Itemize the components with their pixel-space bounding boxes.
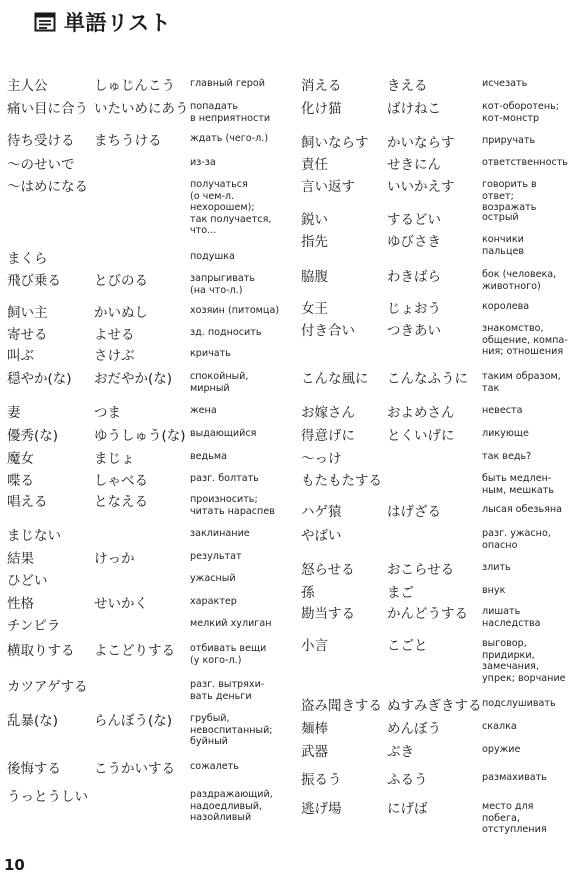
vocab-translation: королева <box>482 301 530 312</box>
vocab-translation: кот-оборотень; кот-монстр <box>482 101 559 124</box>
vocab-word: 唱える <box>7 494 48 510</box>
vocab-word: 付き合い <box>301 323 355 339</box>
vocab-word: 乱暴(な) <box>7 713 59 729</box>
vocab-translation: характер <box>190 596 237 607</box>
vocab-reading: さけぶ <box>94 348 135 364</box>
vocab-reading: かいならす <box>387 135 455 151</box>
vocab-reading: するどい <box>387 212 441 228</box>
vocab-reading: まご <box>387 585 414 601</box>
vocabulary-column-right <box>296 0 572 876</box>
vocab-word: 痛い目に合う <box>7 101 88 117</box>
vocab-reading: ぬすみぎきする <box>387 698 482 714</box>
vocab-word: 麺棒 <box>301 721 328 737</box>
vocab-word: 魔女 <box>7 451 34 467</box>
vocab-word: 待ち受ける <box>7 133 75 149</box>
vocab-word: 小言 <box>301 638 328 654</box>
vocab-translation: выговор, придирки, замечания, упрек; ворчание <box>482 638 566 684</box>
vocab-translation: ведьма <box>190 451 227 462</box>
vocab-word: こんな風に <box>301 371 369 387</box>
vocab-translation: разг. ужасно, опасно <box>482 528 551 551</box>
vocab-translation: скалка <box>482 721 517 732</box>
page-title: 単語リスト <box>64 11 172 35</box>
vocab-translation: быть медлен- ным, мешкать <box>482 473 555 496</box>
vocab-translation: невеста <box>482 405 523 416</box>
vocab-word: 勘当する <box>301 606 355 622</box>
vocab-reading: つきあい <box>387 323 441 339</box>
vocab-translation: зд. подносить <box>190 327 262 338</box>
vocab-reading: ぶき <box>387 744 414 760</box>
vocab-word: 穏やか(な) <box>7 371 72 387</box>
vocab-word: 盗み聞きする <box>301 698 382 714</box>
vocab-word: 化け猫 <box>301 101 342 117</box>
vocab-word: 飛び乗る <box>7 273 61 289</box>
vocab-word: お嫁さん <box>301 405 355 421</box>
vocab-translation: ответственность <box>482 157 568 168</box>
vocab-translation: так ведь? <box>482 451 532 462</box>
vocab-translation: заклинание <box>190 528 250 539</box>
vocab-translation: главный герой <box>190 78 265 89</box>
vocab-translation: жена <box>190 405 217 416</box>
vocab-reading: こんなふうに <box>387 371 468 387</box>
vocab-translation: таким образом, так <box>482 371 561 394</box>
vocab-word: やばい <box>301 528 342 544</box>
vocab-translation: произносить; читать нараспев <box>190 494 275 517</box>
vocab-reading: せいかく <box>94 596 148 612</box>
vocab-word: 武器 <box>301 744 328 760</box>
vocab-translation: раздражающий, надоедливый, назойливый <box>190 789 273 824</box>
vocab-word: 優秀(な) <box>7 428 59 444</box>
vocab-word: 喋る <box>7 473 34 489</box>
vocab-reading: よこどりする <box>94 643 175 659</box>
vocab-word: 鋭い <box>301 212 328 228</box>
vocab-reading: ゆびさき <box>387 234 441 250</box>
vocab-word: チンピラ <box>7 618 61 634</box>
vocab-translation: подушка <box>190 251 235 262</box>
vocab-reading: らんぼう(な) <box>94 713 173 729</box>
vocab-reading: きえる <box>387 78 428 94</box>
vocab-word: 〜はめになる <box>7 179 88 195</box>
vocab-translation: выдающийся <box>190 428 257 439</box>
vocab-reading: けっか <box>94 551 135 567</box>
vocab-reading: にげば <box>387 801 428 817</box>
vocab-word: 叫ぶ <box>7 348 34 364</box>
vocab-reading: およめさん <box>387 405 455 421</box>
vocab-translation: говорить в ответ; возражать <box>482 179 537 214</box>
vocab-reading: いいかえす <box>387 179 455 195</box>
vocab-word: 逃げ場 <box>301 801 342 817</box>
vocab-reading: とびのる <box>94 273 148 289</box>
vocab-reading: まじょ <box>94 451 135 467</box>
vocab-word: 主人公 <box>7 78 48 94</box>
vocab-reading: ばけねこ <box>387 101 441 117</box>
vocab-reading: めんぼう <box>387 721 441 737</box>
vocab-reading: ふるう <box>387 772 428 788</box>
vocab-translation: ждать (чего-л.) <box>190 133 269 144</box>
vocab-word: 責任 <box>301 157 328 173</box>
vocab-reading: よせる <box>94 327 135 343</box>
vocab-reading: じょおう <box>387 301 441 317</box>
vocab-word: 消える <box>301 78 342 94</box>
vocab-reading: とくいげに <box>387 428 455 444</box>
vocab-word: 〜っけ <box>301 451 342 467</box>
vocab-translation: приручать <box>482 135 536 146</box>
vocab-reading: おだやか(な) <box>94 371 173 387</box>
vocab-reading: はげざる <box>387 504 441 520</box>
vocab-translation: результат <box>190 551 242 562</box>
vocab-translation: грубый, невоспитанный; буйный <box>190 713 273 748</box>
vocab-translation: из-за <box>190 157 216 168</box>
vocab-translation: мелкий хулиган <box>190 618 272 629</box>
vocab-word: 後悔する <box>7 761 61 777</box>
vocab-word: 横取りする <box>7 643 75 659</box>
vocab-word: 性格 <box>7 596 34 612</box>
vocab-reading: まちうける <box>94 133 162 149</box>
vocab-reading: かんどうする <box>387 606 468 622</box>
vocab-word: 女王 <box>301 301 328 317</box>
vocab-translation: оружие <box>482 744 521 755</box>
vocab-translation: получаться (о чем-л. нехорошем); так получается, что... <box>190 179 272 237</box>
vocab-word: もたもたする <box>301 473 382 489</box>
vocab-translation: хозяин (питомца) <box>190 305 280 316</box>
vocab-reading: せきにん <box>387 157 441 173</box>
vocab-translation: лысая обезьяна <box>482 504 563 515</box>
vocab-translation: лишать наследства <box>482 606 541 629</box>
vocab-translation: внук <box>482 585 506 596</box>
vocab-word: 得意げに <box>301 428 355 444</box>
vocab-translation: попадать в неприятности <box>190 101 271 124</box>
vocab-word: 孫 <box>301 585 315 601</box>
vocab-translation: ликующе <box>482 428 529 439</box>
vocab-translation: злить <box>482 562 511 573</box>
vocab-word: 寄せる <box>7 327 48 343</box>
vocab-reading: こうかいする <box>94 761 175 777</box>
vocab-reading: こごと <box>387 638 428 654</box>
vocab-translation: знакомство, общение, компа- ния; отношения <box>482 323 568 358</box>
vocab-reading: かいぬし <box>94 305 148 321</box>
vocab-translation: исчезать <box>482 78 528 89</box>
vocab-translation: отбивать вещи (у кого-л.) <box>190 643 267 666</box>
vocab-word: うっとうしい <box>7 789 88 805</box>
vocab-word: 飼い主 <box>7 305 48 321</box>
vocab-translation: место для побега, отступления <box>482 801 547 836</box>
vocab-word: 飼いならす <box>301 135 369 151</box>
vocab-translation: разг. болтать <box>190 473 259 484</box>
vocab-word: 言い返す <box>301 179 355 195</box>
vocab-translation: запрыгивать (на что-л.) <box>190 273 255 296</box>
vocab-word: 妻 <box>7 405 21 421</box>
vocab-word: 〜のせいで <box>7 157 75 173</box>
vocab-reading: いたいめにあう <box>94 101 189 117</box>
vocab-word: ひどい <box>7 573 48 589</box>
vocab-word: 怒らせる <box>301 562 355 578</box>
vocab-translation: размахивать <box>482 772 547 783</box>
vocab-word: 脇腹 <box>301 269 328 285</box>
vocab-reading: ゆうしゅう(な) <box>94 428 186 444</box>
vocab-word: まじない <box>7 528 61 544</box>
vocab-word: 結果 <box>7 551 34 567</box>
vocab-word: ハゲ猿 <box>301 504 342 520</box>
vocab-word: まくら <box>7 251 48 267</box>
vocab-reading: しゅじんこう <box>94 78 175 94</box>
vocab-translation: кричать <box>190 348 231 359</box>
vocab-word: 指先 <box>301 234 328 250</box>
vocab-translation: кончики пальцев <box>482 234 525 257</box>
vocab-reading: つま <box>94 405 121 421</box>
vocab-word: カツアゲする <box>7 679 88 695</box>
vocab-translation: бок (человека, животного) <box>482 269 557 292</box>
vocab-word: 振るう <box>301 772 342 788</box>
vocab-translation: острый <box>482 212 519 223</box>
vocab-translation: сожалеть <box>190 761 239 772</box>
vocab-reading: わきばら <box>387 269 441 285</box>
vocab-translation: спокойный, мирный <box>190 371 249 394</box>
vocab-translation: разг. вытряхи- вать деньги <box>190 679 265 702</box>
vocab-reading: しゃべる <box>94 473 148 489</box>
page-number: 10 <box>4 856 25 874</box>
vocab-reading: おこらせる <box>387 562 455 578</box>
vocab-translation: ужасный <box>190 573 236 584</box>
vocab-reading: となえる <box>94 494 148 510</box>
vocab-translation: подслушивать <box>482 698 556 709</box>
